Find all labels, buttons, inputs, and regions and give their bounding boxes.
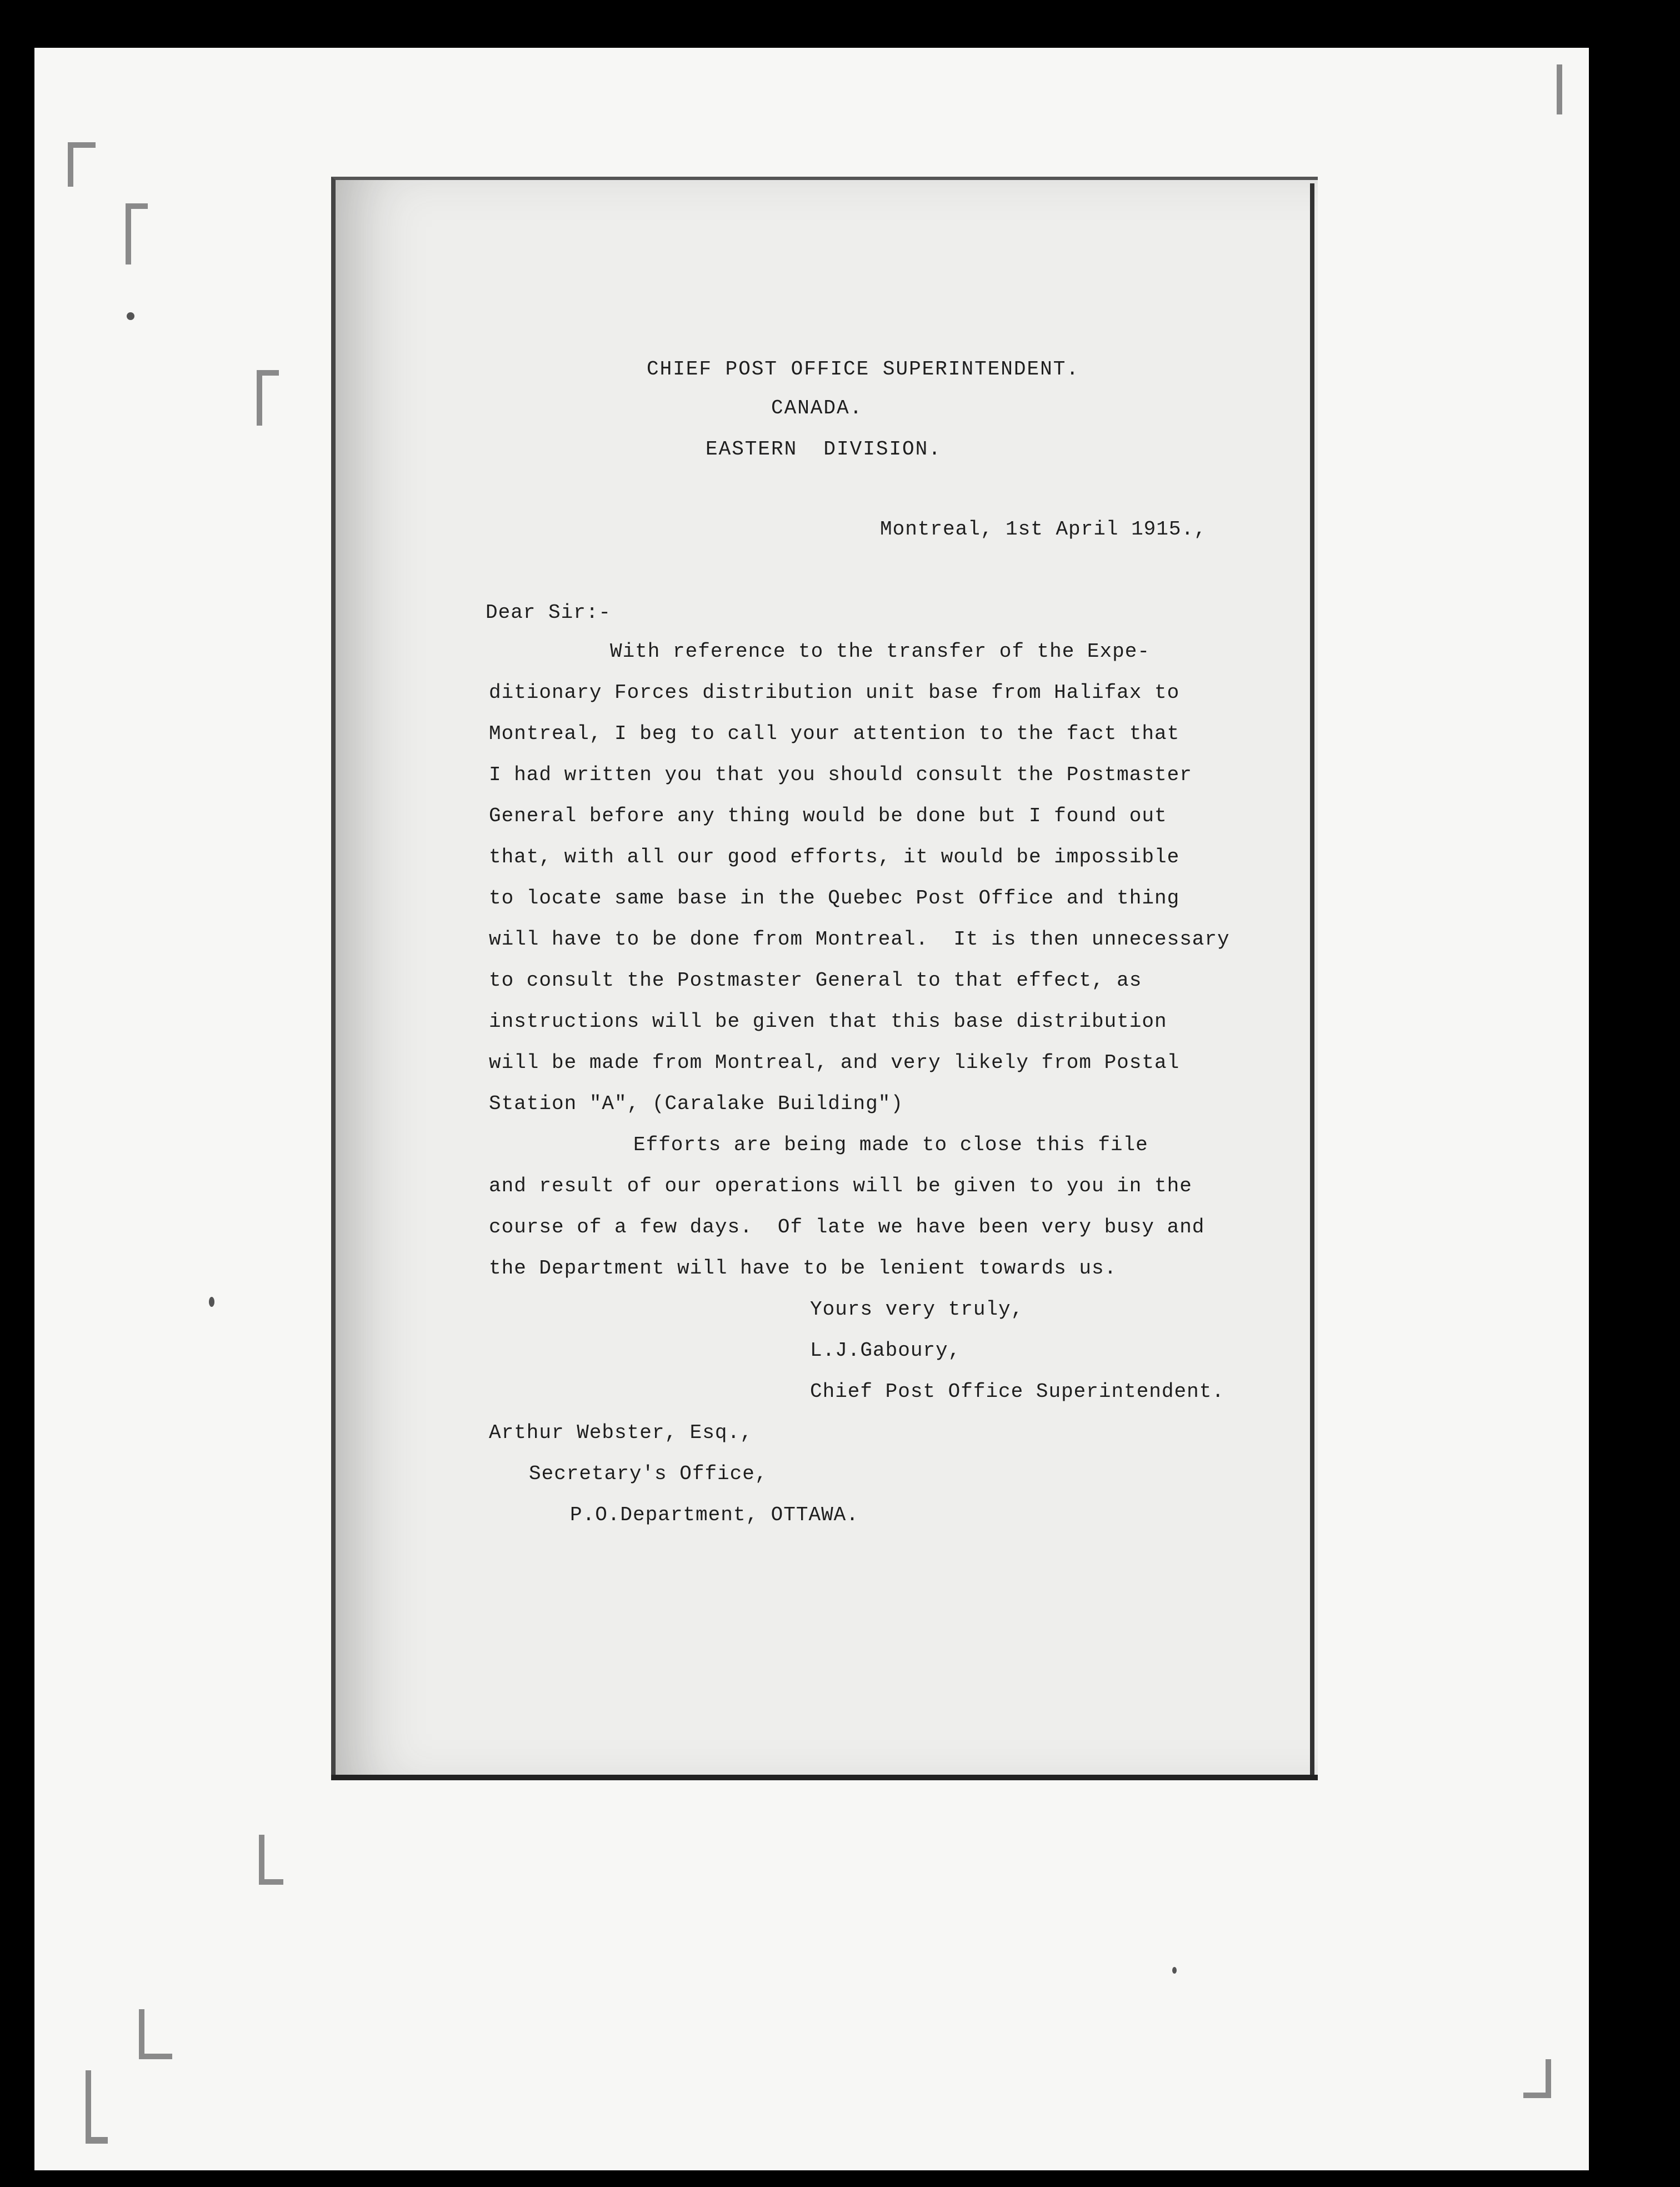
body-line: Efforts are being made to close this file [633, 1134, 1148, 1156]
corner-mark-bottom-left-3 [86, 2070, 108, 2144]
body-line: the Department will have to be lenient towards us. [489, 1257, 1117, 1280]
sheet-edge [331, 1775, 1318, 1780]
body-line: will be made from Montreal, and very likely from Postal [489, 1051, 1180, 1074]
corner-mark-left-2 [257, 370, 279, 426]
body-line: Montreal, I beg to call your attention to the fact that [489, 722, 1180, 745]
dust-speck [209, 1297, 214, 1307]
salutation: Dear Sir:- [486, 601, 612, 624]
body-line: General before any thing would be done but I found out [489, 805, 1167, 827]
sheet-edge [1310, 183, 1314, 1780]
dust-speck [127, 312, 134, 320]
corner-mark-bottom-left-1 [259, 1835, 283, 1885]
body-line: ditionary Forces distribution unit base from Halifax to [489, 681, 1180, 704]
corner-mark-bottom-left-2 [139, 2009, 172, 2059]
body-line: instructions will be given that this base distribution [489, 1010, 1167, 1033]
dateline: Montreal, 1st April 1915., [880, 518, 1207, 541]
addressee-name: Arthur Webster, Esq., [489, 1421, 753, 1444]
letterhead-line: CANADA. [771, 397, 863, 420]
signatory-name: L.J.Gaboury, [810, 1339, 961, 1362]
dust-speck [1172, 1967, 1177, 1974]
body-line: to locate same base in the Quebec Post Office and thing [489, 887, 1180, 910]
corner-mark-top-left [68, 142, 96, 187]
body-line: I had written you that you should consult the Postmaster [489, 763, 1192, 786]
body-line: Station "A", (Caralake Building") [489, 1092, 903, 1115]
body-line: will have to be done from Montreal. It is then unnecessary [489, 928, 1230, 951]
body-line: course of a few days. Of late we have been very busy and [489, 1216, 1205, 1239]
letterhead-line: EASTERN DIVISION. [706, 438, 942, 461]
body-line: that, with all our good efforts, it would be impossible [489, 846, 1180, 868]
addressee-department: P.O.Department, OTTAWA. [570, 1504, 859, 1526]
signatory-title: Chief Post Office Superintendent. [810, 1380, 1224, 1403]
body-line: With reference to the transfer of the Expe- [610, 640, 1150, 663]
addressee-office: Secretary's Office, [529, 1462, 768, 1485]
corner-mark-top-right [1540, 64, 1562, 114]
complimentary-close: Yours very truly, [810, 1298, 1024, 1321]
corner-mark-bottom-right [1523, 2059, 1551, 2098]
body-line: and result of our operations will be given to you in the [489, 1175, 1192, 1197]
corner-mark-left-1 [126, 203, 148, 264]
body-line: to consult the Postmaster General to that effect, as [489, 969, 1142, 992]
letterhead-line: CHIEF POST OFFICE SUPERINTENDENT. [647, 358, 1079, 381]
